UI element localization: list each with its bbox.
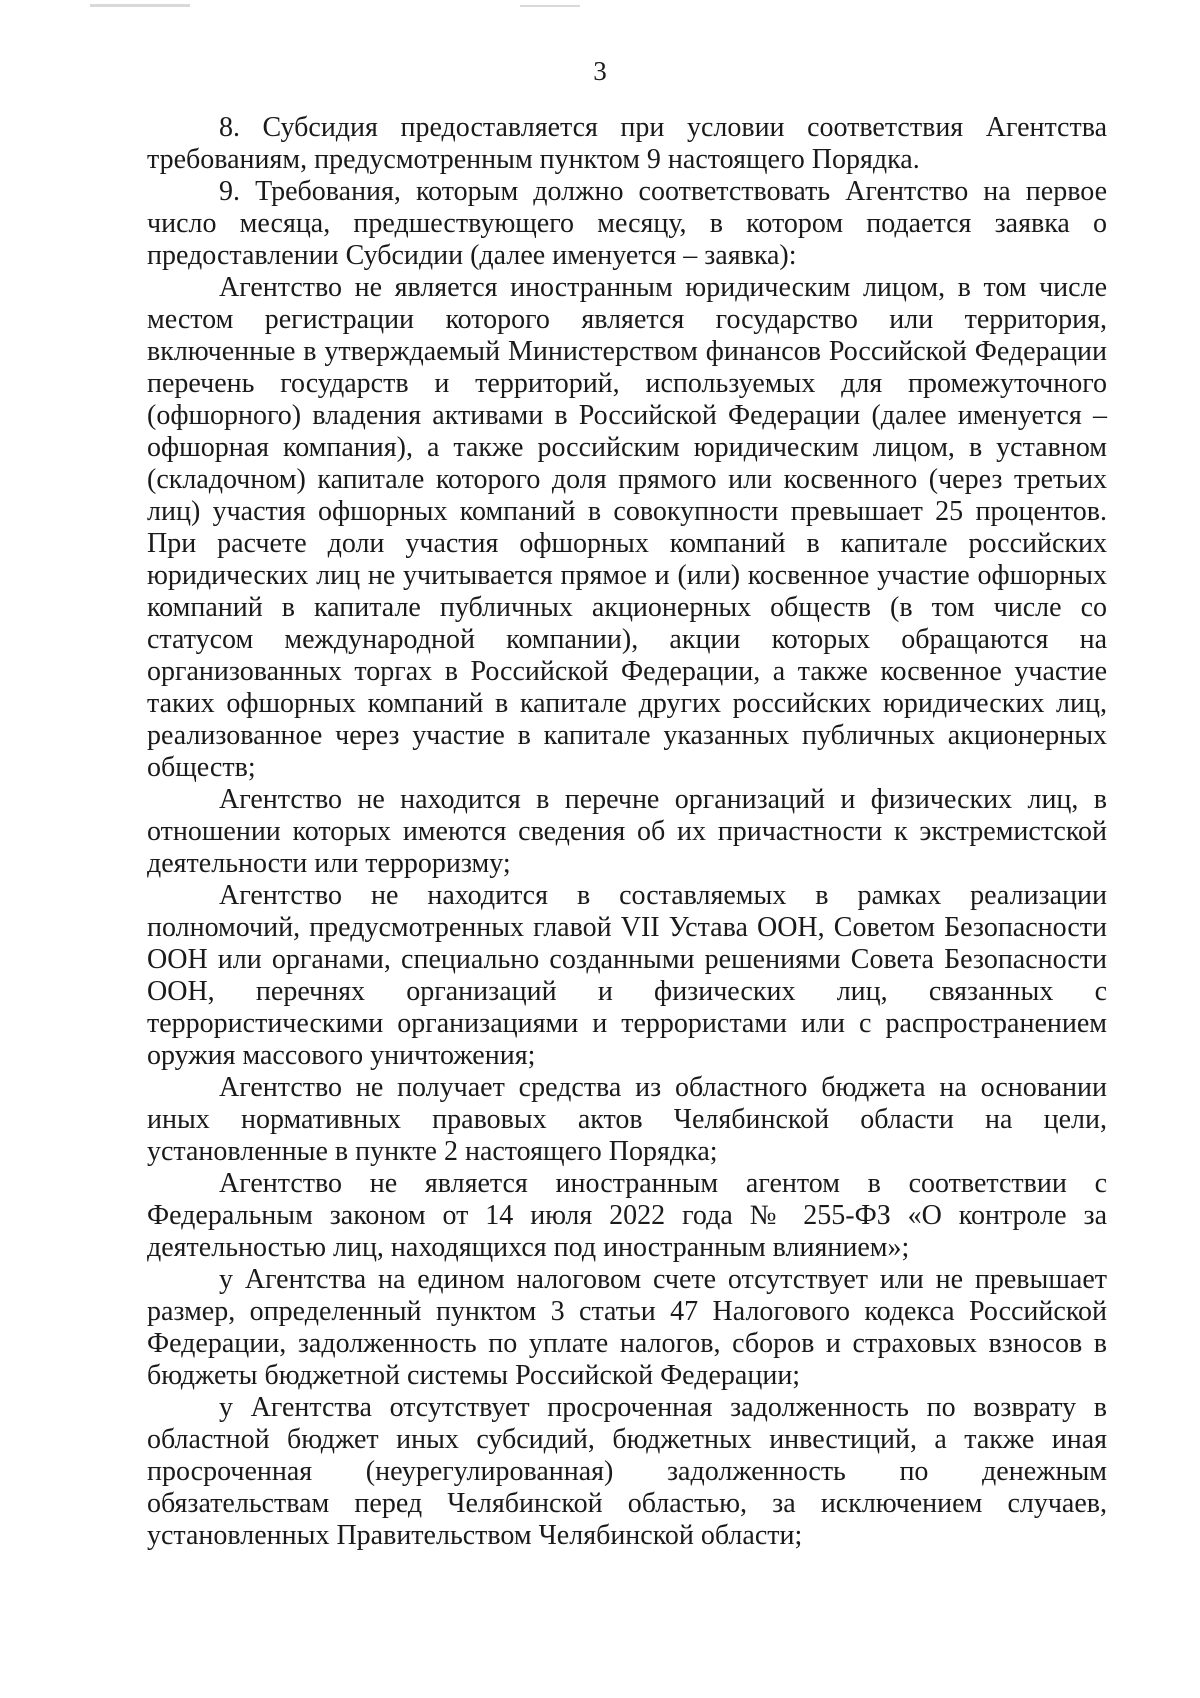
scan-artifact [90,4,190,7]
paragraph-foreign-agent: Агентство не является иностранным агентом в соответствии с Федеральным законом от 14 июля 2022 года № 255-ФЗ «О контроле за деятельностью лиц, находящихся под иностранным влиянием»; [147,1168,1107,1263]
page-number: 3 [593,56,607,86]
paragraph-un-sanctions: Агентство не находится в составляемых в рамках реализации полномочий, предусмотренных главой VII Устава ООН, Советом Безопасности ООН или органами, специально созданными решениями Совета Безопасности ООН, перечнях организаций и физических лиц, связанных с террористическими организациями и террористами или с распространением оружия массового уничтожения; [147,880,1107,1071]
document-body [147,112,1107,1552]
paragraph-8-subsidy-condition: 8. Субсидия предоставляется при условии соответствия Агентства требованиям, предусмотренным пунктом 9 настоящего Порядка. [147,112,1107,175]
scan-artifact [520,5,580,7]
paragraph-regional-budget: Агентство не получает средства из областного бюджета на основании иных нормативных правовых актов Челябинской области на цели, установленные в пункте 2 настоящего Порядка; [147,1072,1107,1167]
paragraph-9-requirements: 9. Требования, которым должно соответствовать Агентство на первое число месяца, предшествующего месяцу, в котором подается заявка о предоставлении Субсидии (далее именуется – заявка): [147,176,1107,271]
paragraph-tax-debt: у Агентства на едином налоговом счете отсутствует или не превышает размер, определенный пунктом 3 статьи 47 Налогового кодекса Российской Федерации, задолженность по уплате налогов, сборов и страховых взносов в бюджеты бюджетной системы Российской Федерации; [147,1264,1107,1391]
paragraph-overdue-debt: у Агентства отсутствует просроченная задолженность по возврату в областной бюджет иных субсидий, бюджетных инвестиций, а также иная просроченная (неурегулированная) задолженность по денежным обязательствам перед Челябинской областью, за исключением случаев, установленных Правительством Челябинской области; [147,1392,1107,1551]
paragraph-offshore-requirement: Агентство не является иностранным юридическим лицом, в том числе местом регистрации которого является государство или территория, включенные в утверждаемый Министерством финансов Российской Федерации перечень государств и территорий, используемых для промежуточного (офшорного) владения активами в Российской Федерации (далее именуется – офшорная компания), а также российским юридическим лицом, в уставном (складочном) капитале которого доля прямого или косвенного (через третьих лиц) участия офшорных компаний в совокупности превышает 25 процентов. При расчете доли участия офшорных компаний в капитале российских юридических лиц не учитывается прямое и (или) косвенное участие офшорных компаний в капитале публичных акционерных обществ (в том числе со статусом международной компании), акции которых обращаются на организованных торгах в Российской Федерации, а также косвенное участие таких офшорных компаний в капитале других российских юридических лиц, реализованное через участие в капитале указанных публичных акционерных обществ; [147,272,1107,783]
paragraph-extremism-list: Агентство не находится в перечне организаций и физических лиц, в отношении которых имеются сведения об их причастности к экстремистской деятельности или терроризму; [147,784,1107,879]
